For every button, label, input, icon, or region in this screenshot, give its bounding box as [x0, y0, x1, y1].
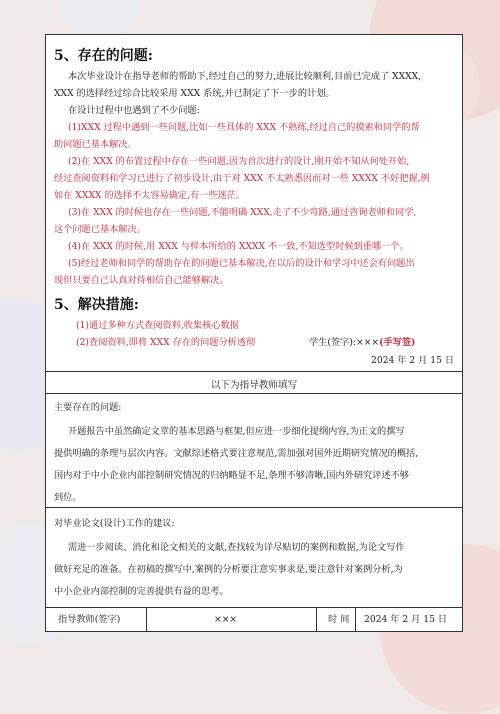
measures-heading: 5、解决措施:	[54, 297, 139, 313]
student-signature	[309, 334, 415, 352]
problem-item-5-cont: 现但只要自己认真对待相信自己能够解决。	[54, 275, 229, 286]
advisor-signature-value: ×××	[214, 614, 238, 625]
problem-item-2-cont: 如在 XXXX 的选择不太容易确定,有一些迷茫。	[54, 190, 246, 201]
suggestions-text: 中小企业内部控制的完善提供有益的思考。	[54, 586, 229, 597]
divider	[46, 507, 462, 508]
main-problems-text: 到位。	[54, 492, 82, 503]
student-section	[46, 35, 462, 371]
main-problems-label: 主要存在的问题:	[54, 402, 122, 413]
suggestions-text: 需进一步阅读、消化和论文相关的文献,查找较为详尽贴切的案例和数据,为论文写作	[68, 542, 405, 553]
teacher-section-title: 以下为指导教师填写	[210, 380, 298, 391]
problem-item-1-cont: 助问题已基本解决。	[54, 139, 137, 150]
problem-item-1: (1)XXX 过程中遇到一些问题,比如一些具体的 XXX 不熟练,经过自己的摸索和同学的帮	[68, 122, 420, 133]
time-value: 2024 年 2 月 15 日	[364, 614, 448, 625]
problems-paragraph-line: 本次毕业设计在指导老师的帮助下,经过自己的努力,进展比较顺利,目前已完成了 XXXX,	[68, 71, 422, 82]
problem-item-2-cont: 经过查阅资料和学习已进行了初步设计,由于对 XXX 不太熟悉因而对一些 XXXX 不好把握,例	[54, 173, 430, 184]
measure-item-1: (1)通过多种方式查阅资料,收集核心数据	[76, 320, 239, 331]
divider	[46, 607, 462, 608]
divider	[46, 393, 462, 394]
cell-border	[316, 607, 317, 631]
main-problems-text: 开题报告中虽然确定文章的基本思路与框架,但应进一步细化提纲内容,为正文的撰写	[68, 426, 405, 437]
problem-item-2: (2)在 XXX 的布置过程中存在一些问题,因为首次进行的设计,刚开始不知从何处开始,	[68, 156, 410, 167]
cell-border	[146, 607, 147, 631]
handwritten-signature-note: (手写签)	[379, 337, 416, 348]
main-problems-text: 提供明确的条理与层次内容。文献综述格式要注意规范,需加强对国外近期研究情况的概括,	[54, 448, 419, 459]
problem-item-5: (5)经过老师和同学的帮助存在的问题已基本解决,在以后的设计和学习中还会有问题出	[68, 258, 415, 269]
time-label: 时 间	[328, 614, 350, 625]
problems-paragraph-line: XXX 的选择经过综合比较采用 XXX 系统,并已制定了下一步的计划。	[54, 88, 335, 99]
problem-item-4: (4)在 XXX 的时候,用 XXX 与样本所给的 XXXX 不一致,不知选型时候到重哪一个。	[68, 241, 409, 252]
measure-item-2: (2)查阅资料,即将 XXX 存在的问题分析透彻	[76, 337, 256, 348]
advisor-signature-label: 指导教师(签字)	[58, 614, 121, 625]
problem-item-3: (3)在 XXX 的时候也存在一些问题,不能明确 XXX,走了不少弯路,通过咨询老师和同学,	[68, 207, 417, 218]
problems-intro: 在设计过程中也遇到了不少问题:	[68, 105, 200, 116]
cell-border	[355, 607, 356, 631]
student-sign-date: 2024 年 2 月 15 日	[371, 355, 455, 366]
main-problems-text: 国内对于中小企业内部控制研究情况的归纳略显不足,条理不够清晰,国内外研究评述不够	[54, 470, 409, 481]
signature-label: 学生(签字):×××	[309, 337, 380, 348]
problems-heading: 5、存在的问题:	[54, 48, 153, 64]
suggestions-text: 做好充足的准备。在初稿的撰写中,案例的分析要注意实事求是,要注意针对案例分析,为	[54, 564, 403, 575]
divider	[46, 371, 462, 372]
report-form	[45, 34, 463, 632]
problem-item-3-cont: 这个问题已基本解决。	[54, 224, 146, 235]
suggestions-label: 对毕业论文(设计)工作的建议:	[54, 518, 175, 529]
